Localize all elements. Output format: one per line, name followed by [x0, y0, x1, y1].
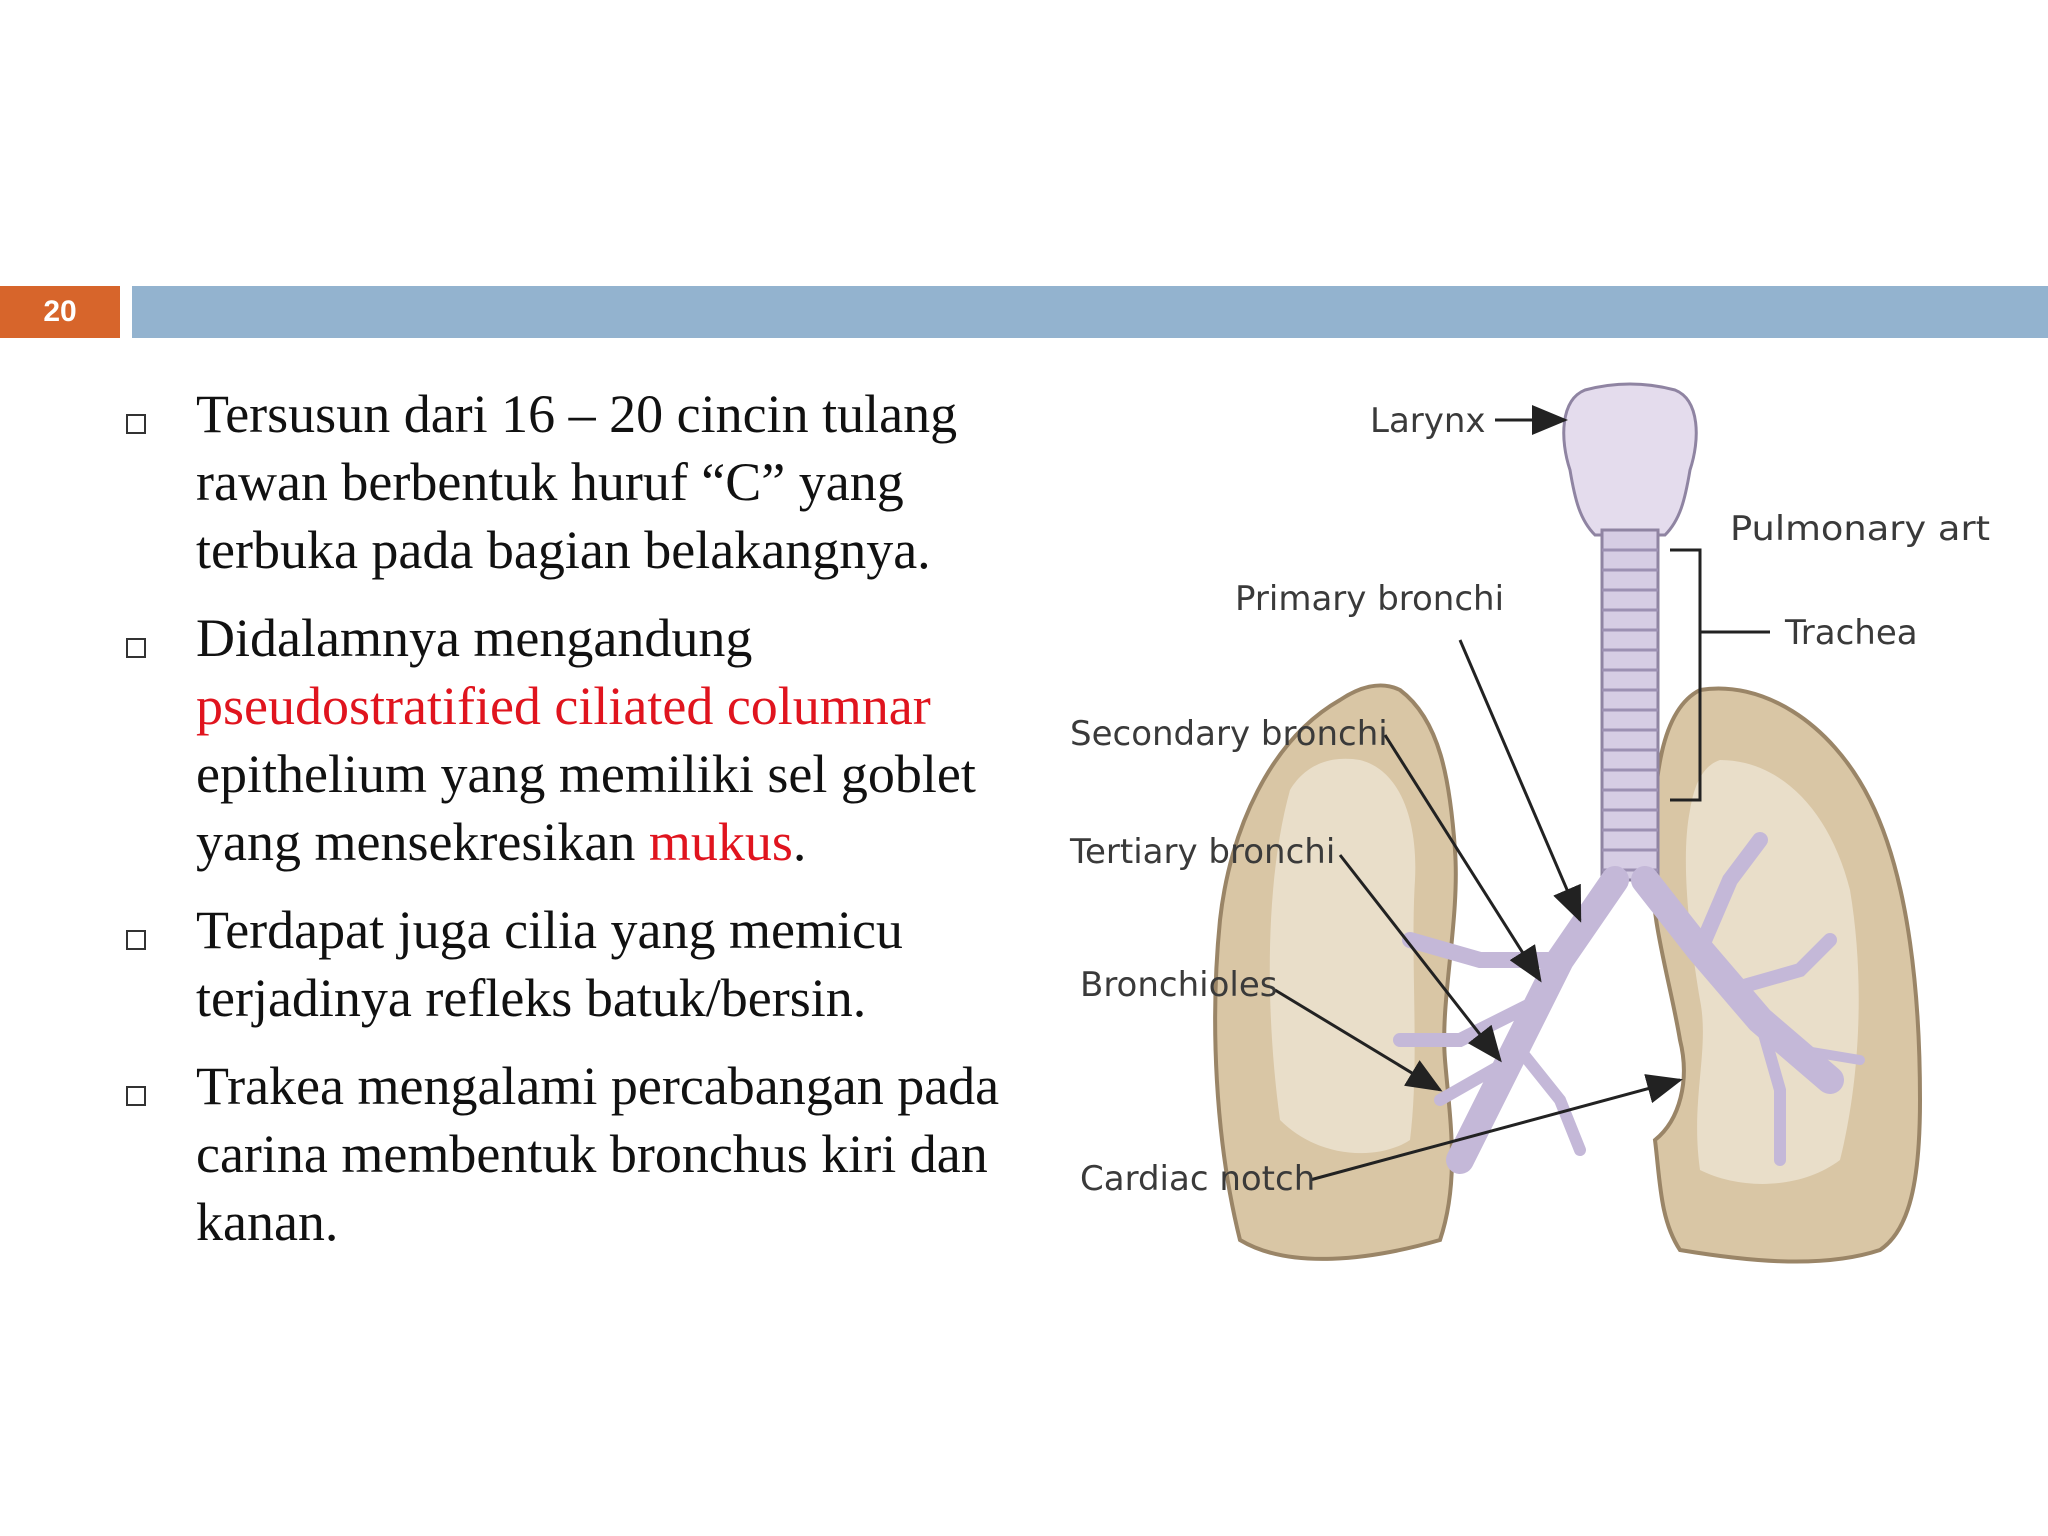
bronchioles-label: Bronchioles: [1080, 965, 1278, 1005]
highlighted-term: pseudostratified ciliated columnar: [196, 676, 931, 736]
tertiary-bronchi-label: Tertiary bronchi: [1070, 832, 1336, 872]
primary-bronchi-label: Primary bronchi: [1235, 579, 1505, 619]
bullet-text: [196, 608, 976, 872]
square-bullet-icon: [126, 414, 146, 434]
respiratory-system-diagram: [1040, 360, 2000, 1280]
highlighted-term: mukus: [648, 812, 793, 872]
bullet-text: [196, 384, 957, 580]
trachea-label: Trachea: [1785, 613, 1918, 653]
bullet-text-segment: Terdapat juga cilia yang memicu terjadinya refleks batuk/bersin.: [196, 900, 903, 1028]
bullet-text: [196, 1056, 999, 1252]
cardiac-notch-label: Cardiac notch: [1080, 1159, 1316, 1199]
larynx-illustration: [1564, 384, 1696, 535]
bullet-text-segment: Tersusun dari 16 – 20 cincin tulang rawan berbentuk huruf “C” yang terbuka pada bagian belakangnya.: [196, 384, 958, 580]
secondary-bronchi-label: Secondary bronchi: [1070, 714, 1388, 754]
left-lung-inner-shade: [1270, 759, 1416, 1153]
bullet-list: [120, 380, 1000, 1276]
bullet-item: [120, 896, 1000, 1032]
bullet-text: [196, 900, 903, 1028]
bullet-text-segment: epithelium yang memiliki sel goblet yang mensekresikan: [196, 744, 976, 872]
bullet-item: [120, 380, 1000, 584]
pulmonary-label: Pulmonary art: [1730, 509, 1990, 549]
trachea-illustration: [1602, 530, 1658, 880]
square-bullet-icon: [126, 638, 146, 658]
bullet-text-segment: .: [792, 812, 807, 872]
bullet-item: [120, 1052, 1000, 1256]
bullet-text-segment: Didalamnya mengandung: [196, 608, 753, 668]
header-bar: [132, 286, 2048, 338]
slide-number: 20: [0, 286, 120, 338]
square-bullet-icon: [126, 1086, 146, 1106]
bullet-item: [120, 604, 1000, 876]
primary-bronchi-arrow: [1460, 640, 1580, 920]
square-bullet-icon: [126, 930, 146, 950]
bullet-text-segment: Trakea mengalami percabangan pada carina membentuk bronchus kiri dan kanan.: [196, 1056, 1000, 1252]
larynx-label: Larynx: [1370, 401, 1486, 441]
